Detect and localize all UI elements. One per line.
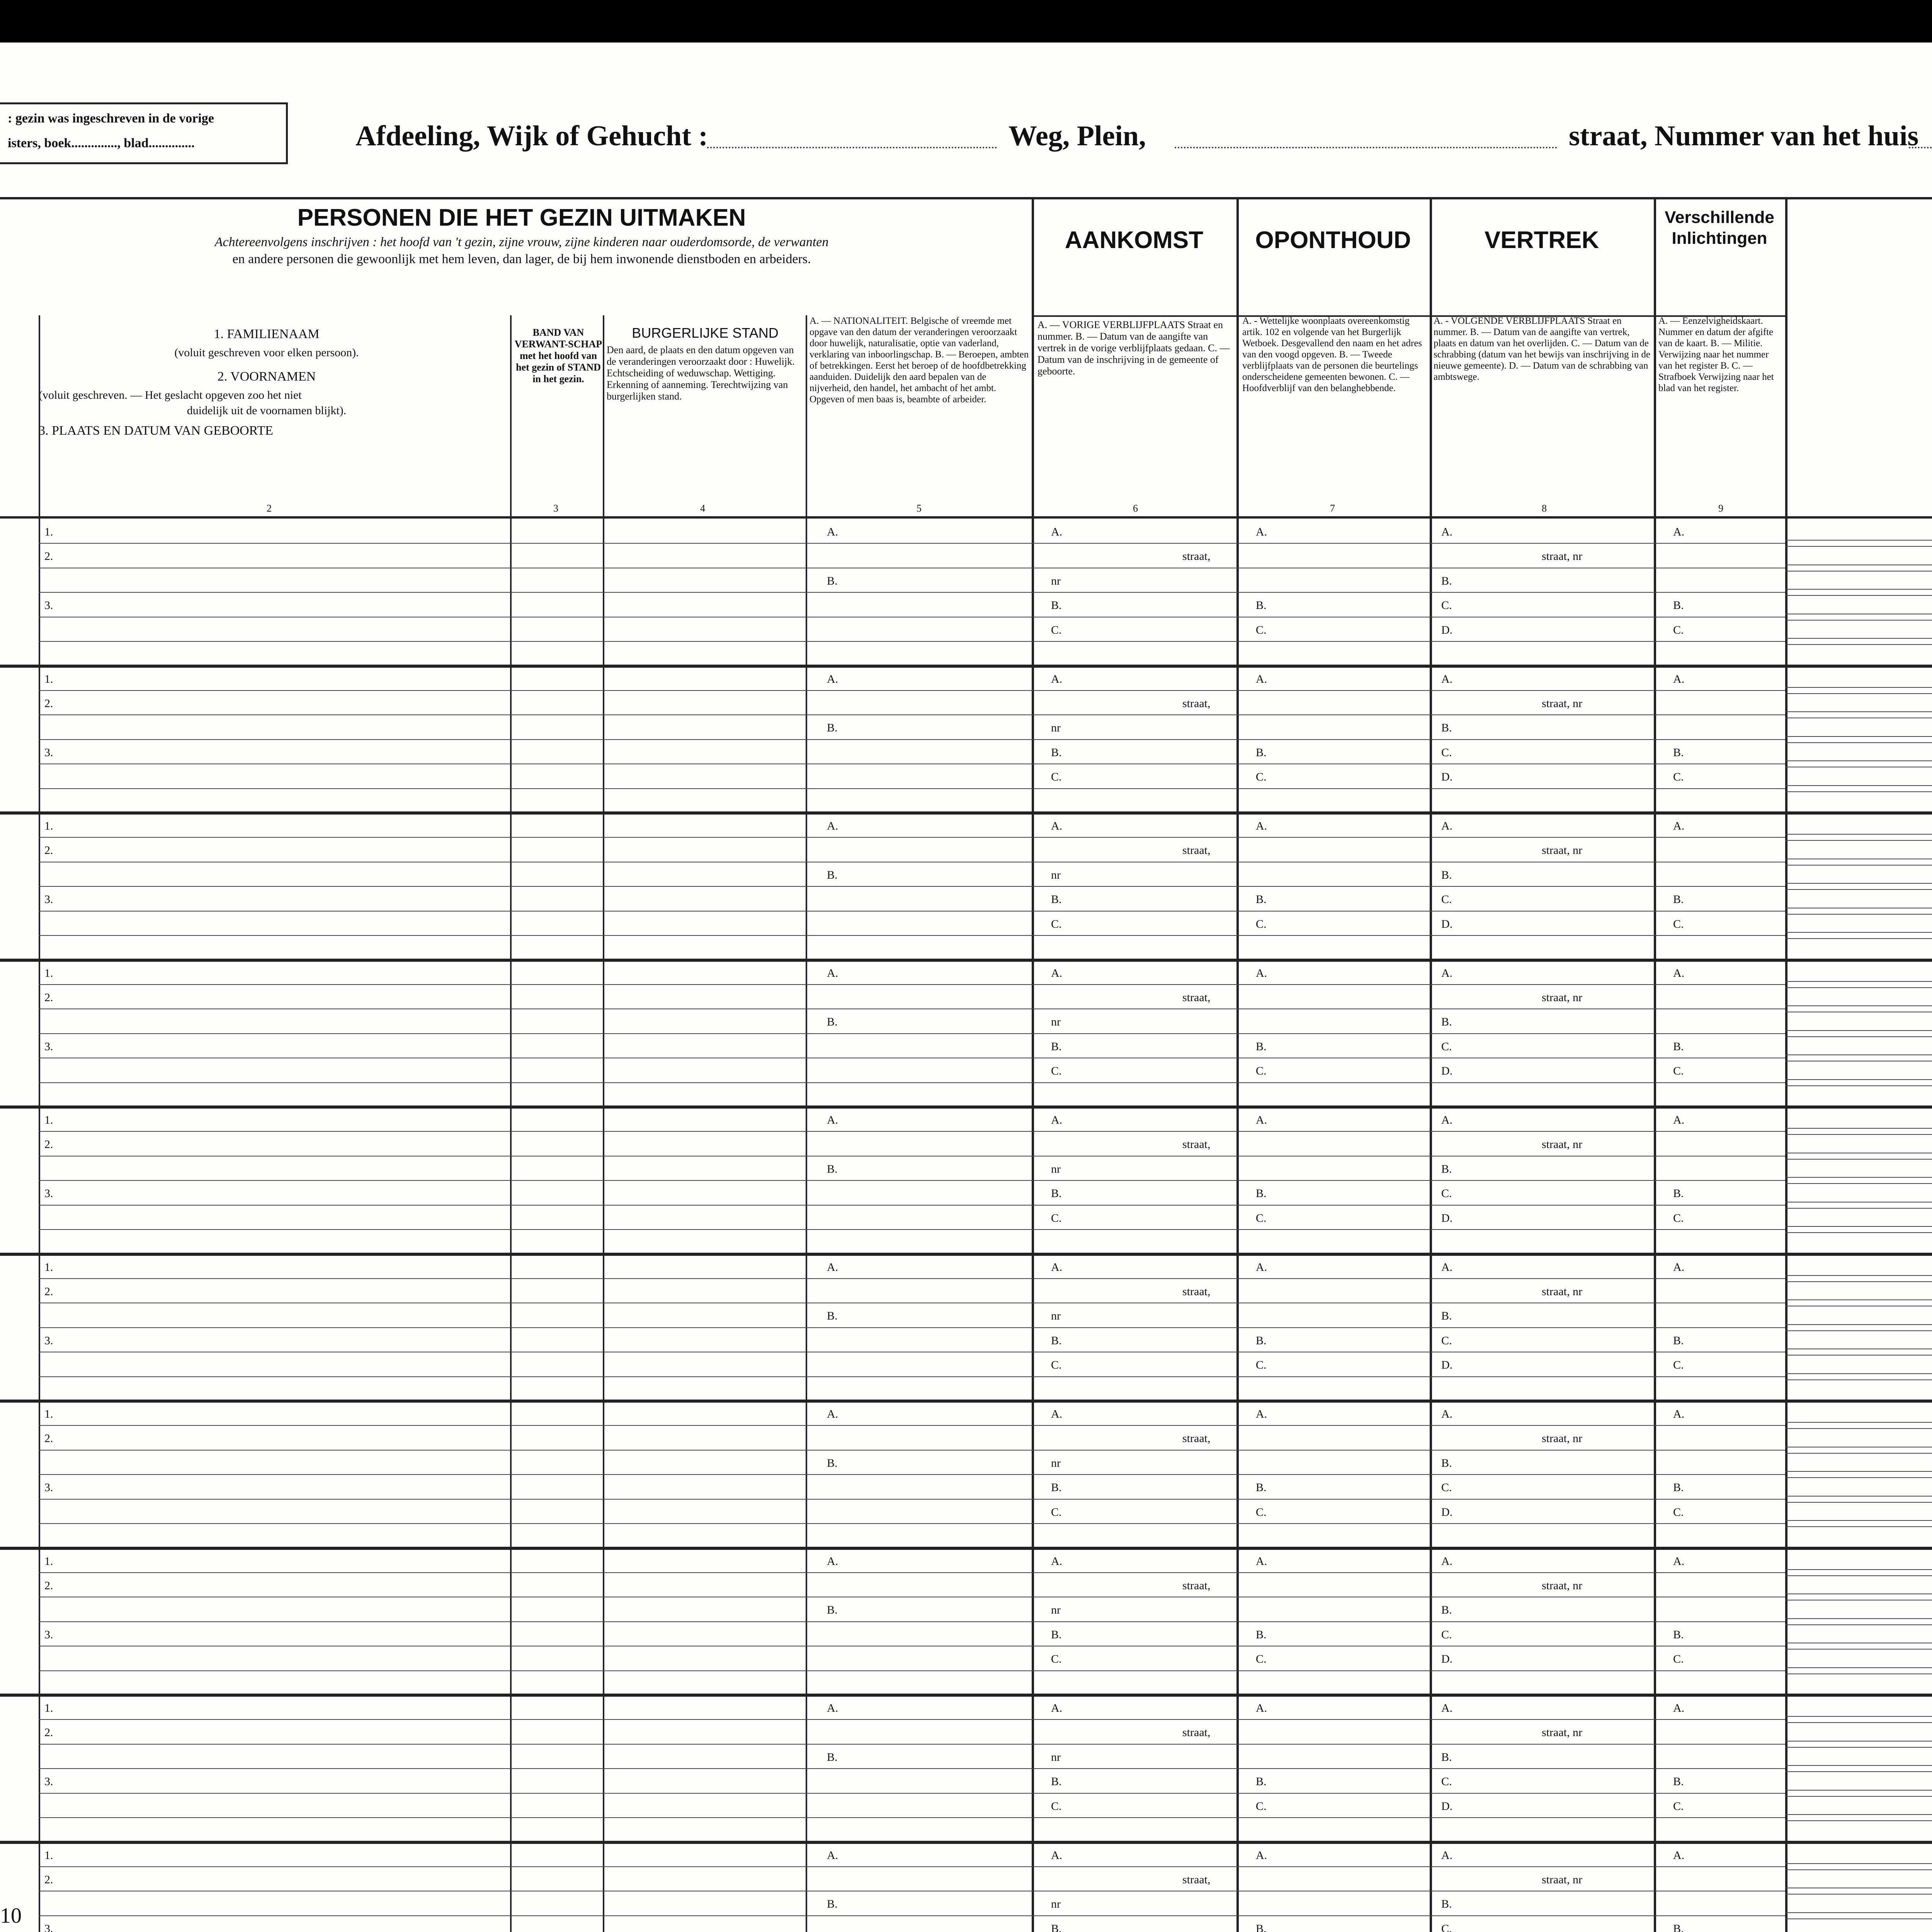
row-label-a: A. <box>1441 1849 1453 1862</box>
row-label-b: B. <box>1673 746 1684 759</box>
row-label-d: D. <box>1441 1359 1453 1372</box>
row-label-a: A. <box>1051 526 1063 538</box>
row-label-r3: 3. <box>44 599 53 612</box>
row-label-b: B. <box>1256 1040 1267 1053</box>
row-label-r3: 3. <box>44 1628 53 1641</box>
row-label-a: A. <box>1256 1114 1267 1126</box>
aanmerkingen-cell[interactable] <box>1787 813 1932 960</box>
row-label-c: C. <box>1051 623 1062 636</box>
row-label-nr: nr <box>1051 1310 1061 1323</box>
row-label-b: B. <box>1051 1040 1062 1053</box>
col-number-8: 8 <box>1542 503 1547 514</box>
row-label-a: A. <box>1051 1114 1063 1126</box>
row-label-b: B. <box>1441 868 1452 881</box>
row-label-r1: 1. <box>44 1260 53 1274</box>
row-label-b: B. <box>1673 1775 1684 1788</box>
row-label-a: A. <box>1441 1702 1453 1714</box>
huisnummer-field[interactable] <box>1909 147 1932 148</box>
row-label-r1: 1. <box>44 1702 53 1714</box>
row-label-a: A. <box>827 820 838 832</box>
row-label-c: C. <box>1673 1359 1684 1372</box>
row-label-a: A. <box>1051 820 1063 832</box>
weg-field[interactable] <box>1175 147 1557 148</box>
row-label-b: B. <box>1673 599 1684 612</box>
col-number-2: 2 <box>267 503 272 514</box>
person-name-cell[interactable] <box>40 666 509 813</box>
row-label-a: A. <box>827 1849 838 1862</box>
row-label-c: C. <box>1441 746 1452 759</box>
weg-label: Weg, Plein, <box>1009 120 1146 152</box>
row-label-b: B. <box>827 574 838 587</box>
row-label-a: A. <box>1673 1260 1685 1274</box>
row-label-straat_nr: straat, nr <box>1542 1726 1582 1739</box>
row-label-b: B. <box>827 1310 838 1323</box>
row-label-b: B. <box>1441 1456 1452 1469</box>
row-label-a: A. <box>1673 820 1685 832</box>
aanmerkingen-cell[interactable] <box>1787 1842 1932 1932</box>
row-label-straat_nr: straat, nr <box>1542 1579 1582 1592</box>
row-label-b: B. <box>1051 599 1062 612</box>
oponthoud-header: OPONTHOUD <box>1255 227 1411 253</box>
row-label-r1: 1. <box>44 672 53 685</box>
person-group <box>0 1548 1932 1695</box>
row-label-b: B. <box>827 1898 838 1911</box>
row-label-a: A. <box>1673 966 1685 980</box>
row-label-straat_nr: straat, nr <box>1542 1873 1582 1886</box>
col7-header: A. - Wettelijke woonplaats overeenkomstig artik. 102 en volgende van het Burgerlijk Wetboek. Desgevallend den naam en het adres van den voogd opgeven. B. — Tweede verblijfplaats van de personen die beurtelings onderscheidene gemeenten bewonen. C. — Hoofdverblijf van den belanghebbende. <box>1242 316 1422 393</box>
row-label-a: A. <box>1441 1408 1453 1420</box>
row-label-a: A. <box>1256 672 1267 685</box>
margin-number-10: 10 <box>0 1904 22 1928</box>
row-label-c: C. <box>1256 1211 1267 1225</box>
person-name-cell[interactable] <box>40 813 509 960</box>
person-group <box>0 1695 1932 1842</box>
person-name-cell[interactable] <box>40 1842 509 1932</box>
row-label-c: C. <box>1256 623 1267 636</box>
persons-subtitle-2: en andere personen die gewoonlijk met hem leven, dan lager, de bij hem inwonende dienstboden en arbeiders. <box>232 252 811 266</box>
row-label-r1: 1. <box>44 966 53 980</box>
row-label-a: A. <box>1441 1554 1453 1568</box>
col8-header: A. - VOLGENDE VERBLIJFPLAATS Straat en nummer. B. — Datum van de aangifte van vertrek, plaats en datum van het overlijden. C. — Datum van de schrabbing (datum van het bewijs van inschrijving in de nieuwe gemeente). D. — Datum van de schrabbing van ambtswege. <box>1434 316 1650 382</box>
row-label-straat: straat, <box>1182 550 1211 563</box>
col5-header: A. — NATIONALITEIT. Belgische of vreemde met opgave van den datum der veranderingen veroorzaakt door huwelijk, naturalisatie, optie van vaderland, verklaring van inboorlingschap. B. — Beroepen, ambten of betrekkingen. Eerst het beroep of de hoofdbetrekking aanduiden. Duidelijk den aard bepalen van de nijverheid, den handel, het ambacht of het ambt. Opgeven of men baas is, beambte of arbeider. <box>810 316 1029 405</box>
row-label-a: A. <box>1441 966 1453 980</box>
col-number-3: 3 <box>553 503 558 514</box>
row-label-r3: 3. <box>44 1922 53 1932</box>
row-label-c: C. <box>1256 1065 1267 1078</box>
row-label-a: A. <box>827 1554 838 1568</box>
row-label-straat_nr: straat, nr <box>1542 697 1582 710</box>
row-label-a: A. <box>1673 526 1685 538</box>
row-label-b: B. <box>1441 1604 1452 1617</box>
row-label-b: B. <box>1673 1334 1684 1347</box>
persons-subtitle-1: Achtereenvolgens inschrijven : het hoofd van 't gezin, zijne vrouw, zijne kinderen naar ouderdomsorde, de verwanten <box>214 235 829 249</box>
row-label-c: C. <box>1441 1334 1452 1347</box>
row-label-b: B. <box>1256 746 1267 759</box>
row-label-c: C. <box>1441 1922 1452 1932</box>
row-label-b: B. <box>827 868 838 881</box>
row-label-a: A. <box>1256 1702 1267 1714</box>
row-label-a: A. <box>1256 966 1267 980</box>
person-name-cell[interactable] <box>40 960 509 1107</box>
afdeeling-field[interactable] <box>707 147 997 148</box>
row-label-c: C. <box>1051 770 1062 784</box>
persons-table: PERSONEN DIE HET GEZIN UITMAKEN Achtereenvolgens inschrijven : het hoofd van 't gezin, zijne vrouw, zijne kinderen naar ouderdomsorde, de verwanten en andere personen die gewoonlijk met hem leven, dan lager, de bij hem inwonende dienstboden en arbeiders. AANKOMST OPONTHOUD VERTREK Verschillende Inlichtingen 1. FAMILIENAAM (voluit geschreven voor elken persoon). 2. VOORNAMEN (voluit geschreven. — Het geslacht opgeven zoo het niet duidelijk uit de voornamen blijkt). 3. PLAATS EN DATUM VAN GEBOORTE BAND VAN VERWANT-SCHAP met het hoofd van het gezin of STAND in het gezin. BURGERLIJKE STAND Den aard, de plaats en den datum opgeven van de veranderingen veroorzaakt door : Huwelijk. Echtscheiding of weduwschap. Wettiging. Erkenning of aanneming. Terechtwijzing van burgerlijken stand. A. — NATIONALITEIT. Belgische of vreemde met opgave van den datum der veranderingen veroorzaakt door huwelijk, naturalisatie, optie van vaderland, verklaring van inboorlingschap. B. — Beroepen, ambten of betrekkingen. Eerst het beroep of de hoofdbetrekking aanduiden. Duidelijk den aard bepalen van de nijverheid, den handel, het ambacht of het ambt. Opgeven of men baas is, beambte of arbeider. A. — VORIGE VERBLIJFPLAATS Straat en nummer. B. — Datum van de aangifte van vertrek in de vorige verblijfplaats gedaan. C. — Datum van de inschrijving in de gemeente of geboorte. A. - Wettelijke woonplaats overeenkomstig artik. 102 en volgende van het Burgerlijk Wetboek. Desgevallend den naam en het adres van den voogd opgeven. B. — Tweede verblijfplaats van de personen die beurtelings onderscheidene gemeenten bewonen. C. — Hoofdverblijf van den belanghebbende. A. - VOLGENDE VERBLIJFPLAATS Straat en nummer. B. — Datum van de aangifte van vertrek, plaats en datum van het overlijden. C. — Datum van de schrabbing (datum van het bewijs van inschrijving in de nieuwe gemeente). D. — Datum van de schrabbing van ambtswege. A. — Eenzelvigheidskaart. Nummer en datum der afgifte van de kaart. B. — Militie. Verwijzing naar het nummer van het register B. C. — Strafboek Verwijzing naar het blad van het register. 2 3 4 5 6 7 8 9 1. 2. 3. A. B. A. straat, nr B. C. A. B. C. A. straat, nr B. C. D. A. B. C. 1. 2. 3. A. B. A. straat, nr B. C. A. B. C. A. straat, nr B. C. D. A. B. C. 1. 2. 3. A. B. A. straat, nr B. C. A. B. C. A. straat, nr B. C. D. A. B. C. 1. 2. 3. A. B. A. straat, nr B. C. A. B. C. A. straat, nr B. C. D. A. B. C. 1. 2. 3. A. B. A. straat, nr B. C. A. B. C. A. straat, nr B. C. D. A. B. C. 1. 2. 3. A. B. A. straat, nr B. C. A. B. C. A. straat, nr B. C. D. A. B. C. 1. 2. 3. A. B. A. straat, nr B. C. A. B. C. A. straat, nr B. C. D. A. B. C. 1. 2. 3. A. B. A. straat, nr B. C. A. B. C. A. straat, nr B. C. D. A. B. C. 1. 2. 3. A. B. A. straat, nr B. C. A. B. C. A. straat, nr B. C. D. A. B. C. 1. 2. 3. A. B. A. straat, nr B. A. B. A. straat, nr B. C. A. B. 10 <box>0 197 1932 1932</box>
verschillende-header: Verschillende Inlichtingen <box>1665 208 1774 248</box>
row-label-a: A. <box>1256 820 1267 832</box>
row-label-nr: nr <box>1051 1162 1061 1175</box>
row-label-c: C. <box>1673 1653 1684 1666</box>
row-label-b: B. <box>1441 1015 1452 1029</box>
row-label-r1: 1. <box>44 820 53 832</box>
row-label-a: A. <box>827 672 838 685</box>
row-label-r2: 2. <box>44 844 53 857</box>
row-label-a: A. <box>1673 1408 1685 1420</box>
row-label-b: B. <box>827 1015 838 1029</box>
col9-header: A. — Eenzelvigheidskaart. Nummer en datum der afgifte van de kaart. B. — Militie. Verwijzing naar het nummer van het register B. C. — Strafboek Verwijzing naar het blad van het register. <box>1658 316 1774 393</box>
person-group <box>0 1254 1932 1401</box>
row-label-b: B. <box>1051 1775 1062 1788</box>
row-label-straat: straat, <box>1182 1579 1211 1592</box>
row-label-a: A. <box>1256 1408 1267 1420</box>
row-label-straat: straat, <box>1182 991 1211 1004</box>
row-label-a: A. <box>1051 1260 1063 1274</box>
row-label-b: B. <box>1051 1187 1062 1200</box>
row-label-a: A. <box>1256 1849 1267 1862</box>
aanmerkingen-cell[interactable] <box>1787 519 1932 666</box>
row-label-a: A. <box>1673 1114 1685 1126</box>
row-label-a: A. <box>1441 1260 1453 1274</box>
row-label-c: C. <box>1051 917 1062 930</box>
row-label-c: C. <box>1441 1040 1452 1053</box>
row-label-straat: straat, <box>1182 1138 1211 1151</box>
col3-header: BAND VAN VERWANT-SCHAP met het hoofd van het gezin of STAND in het gezin. <box>514 327 602 384</box>
row-label-c: C. <box>1256 1359 1267 1372</box>
row-label-a: A. <box>827 966 838 980</box>
row-label-nr: nr <box>1051 1456 1061 1469</box>
row-label-c: C. <box>1673 1505 1684 1519</box>
row-label-c: C. <box>1256 770 1267 784</box>
row-label-c: C. <box>1441 599 1452 612</box>
row-label-b: B. <box>1441 1162 1452 1175</box>
row-label-b: B. <box>1441 1310 1452 1323</box>
row-label-a: A. <box>827 526 838 538</box>
previous-register-line-2: isters, boek.............., blad.............. <box>8 136 195 150</box>
row-label-nr: nr <box>1051 868 1061 881</box>
row-label-a: A. <box>827 1702 838 1714</box>
row-label-d: D. <box>1441 770 1453 784</box>
row-label-b: B. <box>1673 893 1684 906</box>
row-label-nr: nr <box>1051 1750 1061 1764</box>
row-label-b: B. <box>1673 1187 1684 1200</box>
row-label-a: A. <box>1256 1554 1267 1568</box>
row-label-r2: 2. <box>44 697 53 710</box>
row-label-b: B. <box>1256 1922 1267 1932</box>
row-label-r2: 2. <box>44 1285 53 1298</box>
row-label-c: C. <box>1051 1799 1062 1813</box>
col-number-6: 6 <box>1133 503 1138 514</box>
row-label-c: C. <box>1673 1799 1684 1813</box>
row-label-straat: straat, <box>1182 1285 1211 1298</box>
row-label-r2: 2. <box>44 1726 53 1739</box>
row-label-straat_nr: straat, nr <box>1542 550 1582 563</box>
persons-table-title: PERSONEN DIE HET GEZIN UITMAKEN <box>297 204 746 231</box>
register-sheet <box>0 43 1932 1932</box>
col-number-4: 4 <box>700 503 705 514</box>
row-label-a: A. <box>1673 1849 1685 1862</box>
col4-title: BURGERLIJKE STAND <box>632 325 779 341</box>
row-label-straat_nr: straat, nr <box>1542 844 1582 857</box>
col-number-7: 7 <box>1330 503 1335 514</box>
row-label-b: B. <box>1256 1775 1267 1788</box>
row-label-b: B. <box>1256 1481 1267 1494</box>
person-name-cell[interactable] <box>40 1254 509 1401</box>
row-label-c: C. <box>1051 1065 1062 1078</box>
row-label-b: B. <box>827 1604 838 1617</box>
row-label-c: C. <box>1441 1775 1452 1788</box>
person-group <box>0 666 1932 813</box>
row-label-r2: 2. <box>44 1138 53 1151</box>
row-label-r3: 3. <box>44 893 53 906</box>
row-label-c: C. <box>1673 917 1684 930</box>
row-label-b: B. <box>1673 1922 1684 1932</box>
row-label-r1: 1. <box>44 1408 53 1420</box>
aankomst-header: AANKOMST <box>1065 227 1204 253</box>
row-label-a: A. <box>1256 526 1267 538</box>
row-label-b: B. <box>1051 1922 1062 1932</box>
row-label-c: C. <box>1256 917 1267 930</box>
col-number-9: 9 <box>1718 503 1723 514</box>
row-label-b: B. <box>1256 893 1267 906</box>
row-label-c: C. <box>1673 770 1684 784</box>
row-label-c: C. <box>1256 1653 1267 1666</box>
row-label-c: C. <box>1051 1653 1062 1666</box>
row-label-r3: 3. <box>44 1481 53 1494</box>
row-label-r2: 2. <box>44 1873 53 1886</box>
row-label-d: D. <box>1441 1653 1453 1666</box>
row-label-c: C. <box>1441 1628 1452 1641</box>
row-label-c: C. <box>1441 1187 1452 1200</box>
row-label-r3: 3. <box>44 1775 53 1788</box>
person-group <box>0 960 1932 1107</box>
person-group <box>0 519 1932 666</box>
vertrek-header: VERTREK <box>1484 227 1599 253</box>
row-label-b: B. <box>1441 574 1452 587</box>
row-label-c: C. <box>1673 623 1684 636</box>
row-label-a: A. <box>1441 1114 1453 1126</box>
row-label-r2: 2. <box>44 991 53 1004</box>
row-label-r3: 3. <box>44 1187 53 1200</box>
row-label-d: D. <box>1441 623 1453 636</box>
row-label-b: B. <box>1051 1334 1062 1347</box>
row-label-a: A. <box>1051 1702 1063 1714</box>
row-label-r1: 1. <box>44 1114 53 1126</box>
person-name-cell[interactable] <box>40 1107 509 1254</box>
row-label-b: B. <box>1256 1628 1267 1641</box>
col10-header <box>1787 350 1932 369</box>
aanmerkingen-cell[interactable] <box>1787 1548 1932 1695</box>
row-label-d: D. <box>1441 1065 1453 1078</box>
row-label-c: C. <box>1051 1505 1062 1519</box>
row-label-b: B. <box>827 721 838 735</box>
row-label-b: B. <box>1441 1898 1452 1911</box>
row-label-b: B. <box>1051 1481 1062 1494</box>
row-label-straat_nr: straat, nr <box>1542 1432 1582 1445</box>
row-label-nr: nr <box>1051 1015 1061 1029</box>
aanmerkingen-cell[interactable] <box>1787 1107 1932 1254</box>
person-name-cell[interactable] <box>40 1401 509 1548</box>
person-group <box>0 813 1932 960</box>
row-label-a: A. <box>1051 672 1063 685</box>
row-label-d: D. <box>1441 1505 1453 1519</box>
col-number-5: 5 <box>917 503 922 514</box>
row-label-c: C. <box>1051 1359 1062 1372</box>
row-label-a: A. <box>827 1114 838 1126</box>
row-label-straat_nr: straat, nr <box>1542 991 1582 1004</box>
person-name-cell[interactable] <box>40 1695 509 1842</box>
row-label-straat: straat, <box>1182 1726 1211 1739</box>
afdeeling-label: Afdeeling, Wijk of Gehucht : <box>355 120 708 152</box>
col4-header: Den aard, de plaats en den datum opgeven van de veranderingen veroorzaakt door : Huwelijk. Echtscheiding of weduwschap. Wettiging. Erkenning of aanneming. Terechtwijzing van burgerlijken stand. <box>607 344 795 402</box>
row-label-b: B. <box>1441 721 1452 735</box>
person-name-cell[interactable] <box>40 519 509 666</box>
row-label-b: B. <box>827 1456 838 1469</box>
row-label-c: C. <box>1673 1211 1684 1225</box>
row-label-b: B. <box>1441 1750 1452 1764</box>
row-label-d: D. <box>1441 1799 1453 1813</box>
row-label-nr: nr <box>1051 574 1061 587</box>
row-label-c: C. <box>1051 1211 1062 1225</box>
row-label-c: C. <box>1441 893 1452 906</box>
person-name-cell[interactable] <box>40 1548 509 1695</box>
row-label-a: A. <box>1051 966 1063 980</box>
row-label-r3: 3. <box>44 746 53 759</box>
row-label-a: A. <box>1441 526 1453 538</box>
row-label-a: A. <box>827 1260 838 1274</box>
row-label-c: C. <box>1441 1481 1452 1494</box>
row-label-straat_nr: straat, nr <box>1542 1285 1582 1298</box>
row-label-a: A. <box>827 1408 838 1420</box>
col6-header: A. — VORIGE VERBLIJFPLAATS Straat en nummer. B. — Datum van de aangifte van vertrek in de vorige verblijfplaats gedaan. C. — Datum van de inschrijving in de gemeente of geboorte. <box>1037 319 1230 377</box>
row-label-r3: 3. <box>44 1040 53 1053</box>
aanmerkingen-cell[interactable] <box>1787 1254 1932 1401</box>
row-label-straat: straat, <box>1182 1432 1211 1445</box>
row-label-a: A. <box>1441 820 1453 832</box>
row-label-a: A. <box>1673 672 1685 685</box>
row-label-d: D. <box>1441 1211 1453 1225</box>
row-label-b: B. <box>1256 1187 1267 1200</box>
row-label-b: B. <box>1051 1628 1062 1641</box>
row-label-b: B. <box>1051 893 1062 906</box>
row-label-d: D. <box>1441 917 1453 930</box>
row-label-r1: 1. <box>44 1554 53 1568</box>
previous-register-line-1: : gezin was ingeschreven in de vorige <box>8 111 214 126</box>
row-label-a: A. <box>1441 672 1453 685</box>
person-group <box>0 1842 1932 1932</box>
row-label-a: A. <box>1673 1702 1685 1714</box>
row-label-c: C. <box>1256 1505 1267 1519</box>
row-label-r1: 1. <box>44 526 53 538</box>
aanmerkingen-cell[interactable] <box>1787 1695 1932 1842</box>
aanmerkingen-cell[interactable] <box>1787 960 1932 1107</box>
row-label-nr: nr <box>1051 1604 1061 1617</box>
aanmerkingen-cell[interactable] <box>1787 666 1932 813</box>
row-label-r2: 2. <box>44 1432 53 1445</box>
row-label-a: A. <box>1051 1408 1063 1420</box>
person-group <box>0 1107 1932 1254</box>
row-label-a: A. <box>1256 1260 1267 1274</box>
row-label-a: A. <box>1673 1554 1685 1568</box>
row-label-b: B. <box>1673 1040 1684 1053</box>
row-label-nr: nr <box>1051 721 1061 735</box>
row-label-straat_nr: straat, nr <box>1542 1138 1582 1151</box>
row-label-r1: 1. <box>44 1849 53 1862</box>
row-label-c: C. <box>1256 1799 1267 1813</box>
row-label-r3: 3. <box>44 1334 53 1347</box>
row-label-straat: straat, <box>1182 697 1211 710</box>
row-label-b: B. <box>827 1162 838 1175</box>
aanmerkingen-cell[interactable] <box>1787 1401 1932 1548</box>
row-label-b: B. <box>827 1750 838 1764</box>
row-label-b: B. <box>1673 1481 1684 1494</box>
row-label-b: B. <box>1051 746 1062 759</box>
row-label-r2: 2. <box>44 550 53 563</box>
row-label-b: B. <box>1256 1334 1267 1347</box>
row-label-straat: straat, <box>1182 1873 1211 1886</box>
row-label-a: A. <box>1051 1554 1063 1568</box>
row-label-b: B. <box>1256 599 1267 612</box>
person-group <box>0 1401 1932 1548</box>
row-label-c: C. <box>1673 1065 1684 1078</box>
previous-register-box <box>0 102 288 164</box>
row-label-a: A. <box>1051 1849 1063 1862</box>
row-label-straat: straat, <box>1182 844 1211 857</box>
row-label-r2: 2. <box>44 1579 53 1592</box>
row-label-nr: nr <box>1051 1898 1061 1911</box>
straat-label: straat, Nummer van het huis <box>1569 120 1919 152</box>
row-label-b: B. <box>1673 1628 1684 1641</box>
